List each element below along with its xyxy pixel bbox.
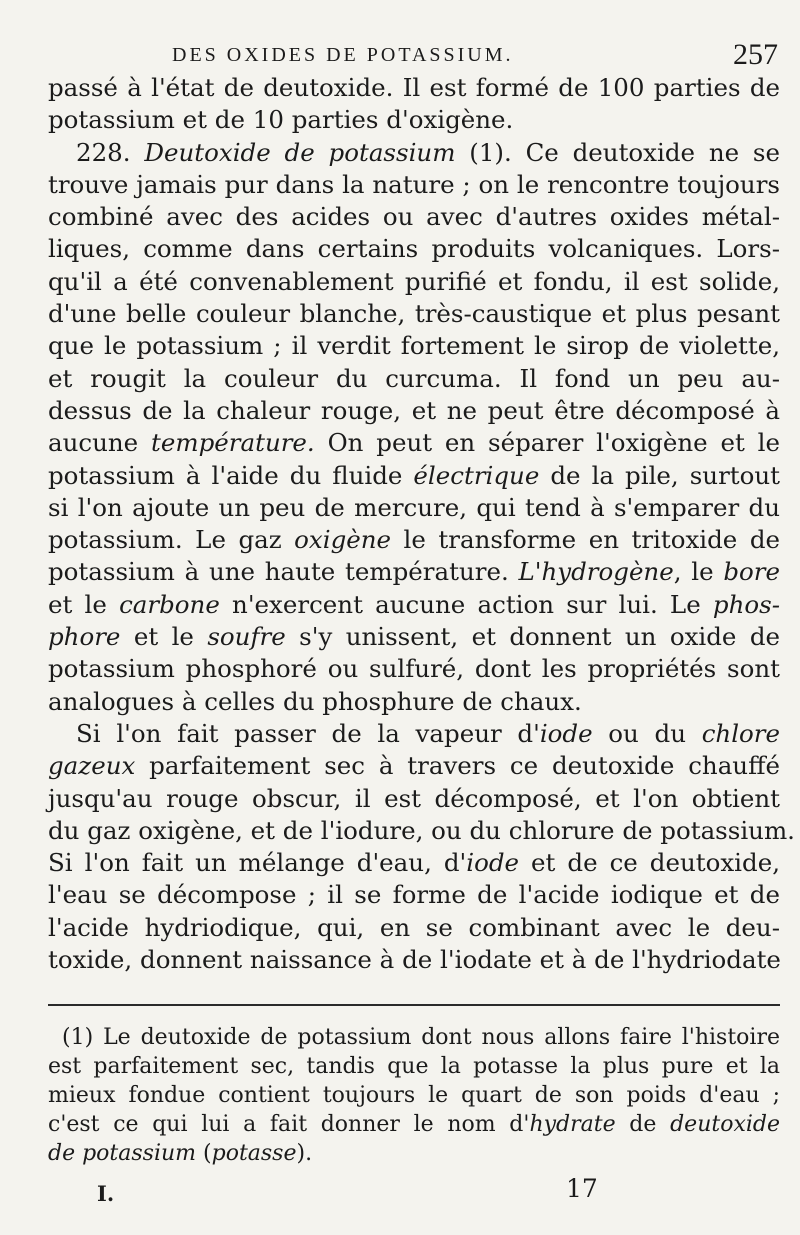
text-segment: s'y unissent, et donnent un oxide de [285,622,781,652]
italic-segment: chlore [701,718,781,748]
text-line [48,233,780,265]
text-line [48,653,780,685]
text-line [48,169,780,201]
text-segment: si l'on ajoute un peu de mercure, qui tend à s'emparer du [48,492,780,522]
running-title: DES OXIDES DE POTASSIUM. [172,44,514,66]
text-segment: l'acide hydriodique, qui, en se combinant avec le deu- [48,912,780,942]
text-segment: jusqu'au rouge obscur, il est décomposé, et l'on obtient [48,783,780,813]
text-segment: Si l'on fait un mélange d'eau, d' [48,848,467,878]
text-segment: est parfaitement sec, tandis que la potasse la plus pure et la [48,1054,780,1079]
text-line [48,621,780,653]
text-segment: ( [196,1141,212,1166]
footnote-line [48,1023,780,1052]
text-line [48,524,780,556]
text-segment: le transforme en tritoxide de [391,525,780,555]
text-segment: potassium. Le gaz [48,525,295,555]
text-segment: , le [673,557,724,587]
italic-segment: de potassium [48,1141,197,1166]
italic-segment: électrique [413,460,540,490]
text-line [48,589,780,621]
text-line [48,718,780,750]
italic-segment: deutoxide [670,1112,780,1137]
text-segment: de la pile, surtout [539,460,780,490]
footnote-line [48,1110,780,1139]
text-segment: dessus de la chaleur rouge, et ne peut être décomposé à [48,395,780,425]
text-segment: et rougit la couleur du curcuma. Il fond un peu au- [48,363,780,393]
text-line [48,460,780,492]
text-segment: potassium et de 10 parties d'oxigène. [48,105,514,135]
text-line [48,72,780,104]
text-line [48,556,780,588]
text-segment: de [615,1112,671,1137]
text-segment: qu'il a été convenablement purifié et fondu, il est solide, [48,266,780,296]
text-segment: ou du [592,718,702,748]
footnote-line [48,1081,780,1110]
text-segment: c'est ce qui lui a fait donner le nom d' [48,1112,530,1137]
body-text [48,72,795,976]
text-segment: et le [48,589,120,619]
text-line [48,330,780,362]
text-segment: parfaitement sec à travers ce deutoxide chauffé [135,751,780,781]
text-segment: que le potassium ; il verdit fortement le sirop de violette, [48,331,780,361]
italic-segment: L'hydrogène [518,557,674,587]
footnote [48,1023,780,1168]
text-line [48,912,780,944]
italic-segment: phos- [712,589,780,619]
running-head [172,38,778,74]
text-segment: passé à l'état de deutoxide. Il est formé de 100 parties de [48,73,780,102]
text-segment: l'eau se décompose ; il se forme de l'acide iodique et de [48,880,780,910]
text-segment: mieux fondue contient toujours le quart de son poids d'eau ; [48,1083,780,1108]
text-line [48,298,780,330]
text-line [48,427,780,459]
text-segment: toxide, donnent naissance à de l'iodate et à de l'hydriodate [48,945,781,975]
text-line [48,944,780,976]
text-line [48,104,780,136]
text-segment: 228. [76,137,145,167]
italic-segment: iode [466,848,520,878]
text-line [48,847,780,879]
text-line [48,492,780,524]
text-line [48,783,780,815]
italic-segment: potasse [211,1141,297,1166]
text-segment: potassium phosphoré ou sulfuré, dont les propriétés sont [48,654,780,684]
italic-segment: carbone [119,589,220,619]
text-line [48,815,795,847]
text-segment: potassium à l'aide du fluide [48,460,414,490]
italic-segment: oxigène [294,525,392,555]
text-segment: liques, comme dans certains produits volcaniques. Lors- [48,234,780,264]
text-segment: Si l'on fait passer de la vapeur d' [76,718,540,748]
text-segment: potassium à une haute température. [48,557,519,587]
footnote-rule [48,1004,780,1006]
text-line [48,686,780,718]
text-line [48,137,780,169]
italic-segment: température. [151,428,315,458]
text-segment: (1). Ce deutoxide ne se [455,137,781,167]
signature-mark: I. [97,1181,115,1206]
footnote-line [48,1139,780,1168]
text-segment: combiné avec des acides ou avec d'autres oxides métal- [48,202,780,232]
sheet-number: 17 [566,1174,598,1203]
text-line [48,363,780,395]
text-line [48,879,780,911]
text-segment: (1) Le deutoxide de potassium dont nous allons faire l'histoire [62,1025,780,1050]
text-line [48,750,780,782]
text-segment: trouve jamais pur dans la nature ; on le rencontre toujours [48,169,780,199]
italic-segment: iode [539,718,593,748]
text-segment: et le [120,622,208,652]
italic-segment: gazeux [48,751,136,781]
italic-segment: phore [48,622,121,652]
text-segment: n'exercent aucune action sur lui. Le [219,589,713,619]
text-line [48,395,780,427]
text-line [48,266,780,298]
text-segment: analogues à celles du phosphure de chaux. [48,686,582,716]
italic-segment: Deutoxide de potassium [144,137,456,167]
text-segment: du gaz oxigène, et de l'iodure, ou du chlorure de potassium. [48,815,795,845]
italic-segment: bore [723,557,780,587]
text-segment: et de ce deutoxide, [519,848,780,878]
italic-segment: hydrate [529,1112,616,1137]
text-line [48,201,780,233]
text-segment: ). [296,1141,313,1166]
text-segment: d'une belle couleur blanche, très-caustique et plus pesant [48,299,780,329]
text-segment: On peut en séparer l'oxigène et le [314,428,780,458]
footnote-line [48,1052,780,1081]
page-number: 257 [733,38,778,71]
italic-segment: soufre [207,622,286,652]
text-segment: aucune [48,428,152,458]
